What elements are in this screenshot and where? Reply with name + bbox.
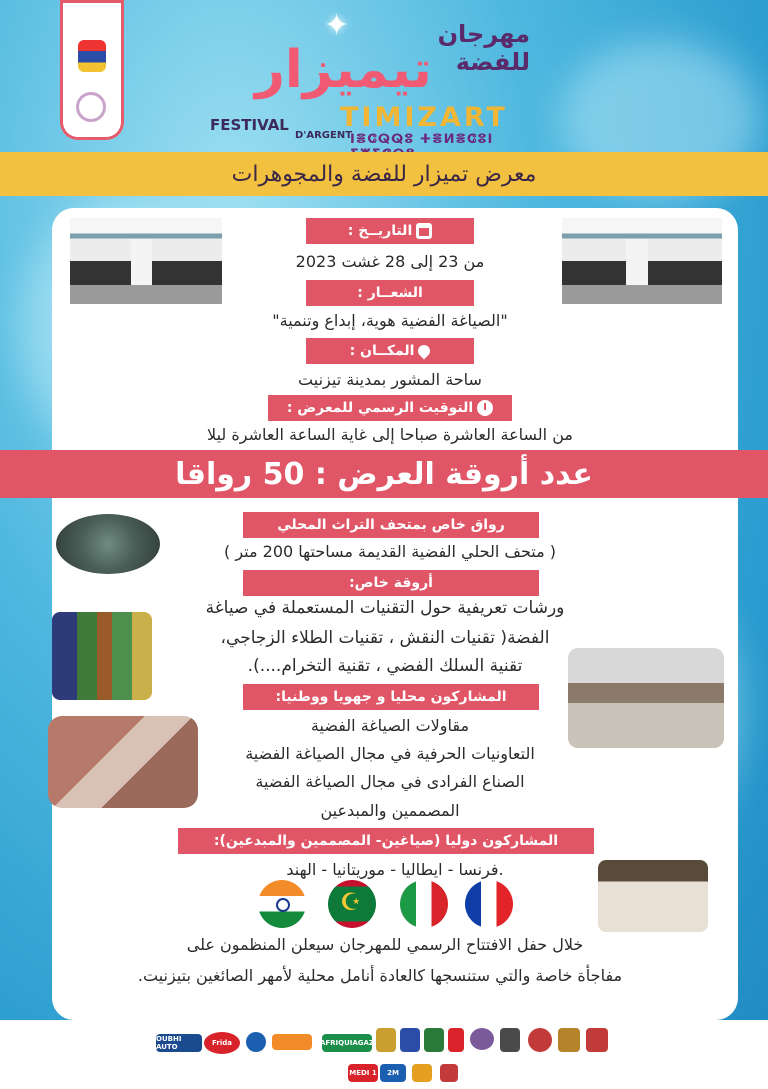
logo-arabic-main: تيميزار <box>255 40 432 100</box>
participants-local-line: المصممين والمبدعين <box>320 801 460 820</box>
place-value: ساحة المشور بمدينة تيزنيت <box>298 370 482 389</box>
title-bar <box>0 152 768 196</box>
logo-latin-name: TIMIZART <box>340 102 508 133</box>
hours-label: التوقيت الرسمي للمعرض : <box>268 395 512 421</box>
partner-logo-panel <box>60 0 124 140</box>
sponsor-logo-icon <box>440 1064 458 1082</box>
silver-jewelry-photo <box>56 514 160 574</box>
sponsors-strip <box>0 1020 768 1089</box>
logo-tifinagh: ⵏⴻⵛⵕⵕⵓ ⵜⴻⵍⴻⵛⵓⵏ <box>350 132 494 147</box>
sponsor-logo-icon <box>470 1028 494 1050</box>
sponsor-logo: 2M <box>380 1064 406 1082</box>
participants-intl-value: .فرنسا - ايطاليا - موريتانيا - الهند <box>286 860 504 879</box>
logo-arabic-top: مهرجان للفضة <box>437 20 530 76</box>
participants-intl-label: المشاركون دوليا (صياغين- المصممين والمبدعين): <box>178 828 594 854</box>
special-line: الفضة( تقنيات النقش ، تقنيات الطلاء الزجاجي، <box>220 628 550 648</box>
closing-line: مفاجأة خاصة والتي ستنسجها كالعادة أنامل محلية لأمهر الصائغين بتيزنيت. <box>137 966 623 985</box>
date-value: من 23 إلى 28 غشت 2023 <box>295 252 485 271</box>
logo-festival-word: FESTIVAL <box>210 116 289 134</box>
clock-icon <box>477 400 493 416</box>
sponsor-logo-icon <box>558 1028 580 1052</box>
sponsor-logo-icon <box>424 1028 444 1052</box>
slogan-value: "الصياغة الفضية هوية، إبداع وتنمية" <box>272 311 508 330</box>
page-title: معرض تميزار للفضة والمجوهرات <box>231 161 537 187</box>
sponsor-logo: AFRIQUIAGAZ <box>322 1034 372 1052</box>
sponsor-logo-icon <box>528 1028 552 1052</box>
location-pin-icon <box>416 343 433 360</box>
crest-logo-icon <box>78 40 106 72</box>
sponsor-logo-icon <box>400 1028 420 1052</box>
sponsor-logo: MEDI 1 <box>348 1064 378 1082</box>
sponsor-logo-icon <box>412 1064 432 1082</box>
sponsor-logo: OUBHI AUTO <box>156 1034 202 1052</box>
participants-local-line: مقاولات الصياغة الفضية <box>310 716 470 735</box>
hours-value: من الساعة العاشرة صباحا إلى غاية الساعة العاشرة ليلا <box>207 425 573 444</box>
calendar-icon <box>416 223 432 239</box>
museum-value: ( متحف الحلي الفضية القديمة مساحتها 200 متر ) <box>224 542 556 561</box>
sponsor-logo-icon <box>272 1034 312 1050</box>
museum-label: رواق خاص بمتحف التراث المحلي <box>243 512 539 538</box>
sparkle-icon: ✦ <box>324 8 350 43</box>
workshop-tools-photo <box>48 716 198 808</box>
sponsor-logo: Frida <box>204 1032 240 1054</box>
participants-local-line: الصناع الفرادى في مجال الصياغة الفضية <box>255 772 525 791</box>
traditional-dress-photo <box>52 612 152 700</box>
italy-flag-icon <box>400 880 448 928</box>
special-label: أروقة خاص: <box>243 570 539 596</box>
mauritania-flag-icon <box>328 880 376 928</box>
round-logo-icon <box>76 92 106 122</box>
sponsor-logo-icon <box>448 1028 464 1052</box>
special-line: تقنية السلك الفضي ، تقنية التخرام....). <box>247 656 523 676</box>
slogan-label: الشعــار : <box>306 280 474 306</box>
sponsor-logo-icon <box>376 1028 396 1052</box>
participants-local-label: المشاركون محليا و جهويا ووطنيا: <box>243 684 539 710</box>
exhibition-booth-photo <box>598 860 708 932</box>
exhibition-tent-photo <box>562 218 722 304</box>
booths-count-bar <box>0 450 768 498</box>
booths-count: عدد أروقة العرض : 50 رواقا <box>175 456 593 492</box>
france-flag-icon <box>465 880 513 928</box>
participants-local-line: التعاونيات الحرفية في مجال الصياغة الفضية <box>245 744 535 763</box>
artisans-workshop-photo <box>568 648 724 748</box>
sponsor-logo-icon <box>246 1032 266 1052</box>
india-flag-icon <box>258 880 306 928</box>
date-label: التاريــخ : <box>306 218 474 244</box>
exhibition-tent-photo <box>70 218 222 304</box>
sponsor-logo-icon <box>500 1028 520 1052</box>
place-label: المكــان : <box>306 338 474 364</box>
sponsor-logo-icon <box>586 1028 608 1052</box>
festival-logo <box>200 6 530 154</box>
special-line: ورشات تعريفية حول التقنيات المستعملة في صياغة <box>205 598 565 618</box>
closing-line: خلال حفل الافتتاح الرسمي للمهرجان سيعلن المنظمون على <box>186 935 584 954</box>
logo-argent-word: D'ARGENT <box>295 130 353 141</box>
